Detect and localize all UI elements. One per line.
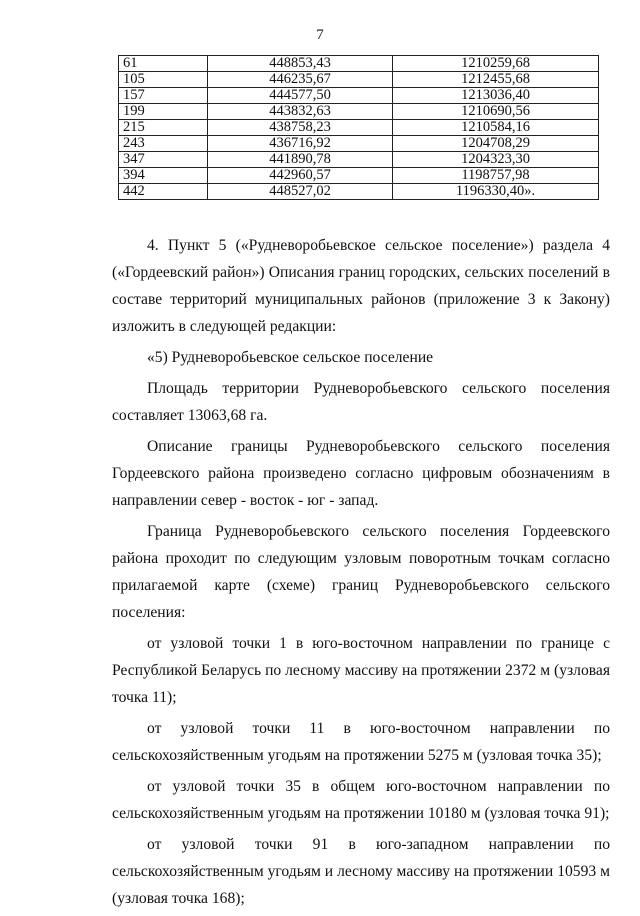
document-body (112, 232, 610, 916)
table-row (119, 120, 599, 136)
point-number: 243 (119, 136, 208, 152)
point-number: 199 (119, 104, 208, 120)
coordinate-x: 448527,02 (208, 184, 393, 200)
coordinate-y: 1198757,98 (393, 168, 599, 184)
point-number: 157 (119, 88, 208, 104)
boundary-segment: от узловой точки 91 в юго-западном направлении по сельскохозяйственным угодьям и лесному массиву на протяжении 10593 м (узловая точка 168); (112, 836, 610, 907)
coordinate-x: 444577,50 (208, 88, 393, 104)
point-number: 215 (119, 120, 208, 136)
table-row (119, 152, 599, 168)
coordinate-y: 1196330,40». (393, 184, 599, 200)
coordinate-y: 1210690,56 (393, 104, 599, 120)
coordinate-y: 1210259,68 (393, 56, 599, 72)
boundary-intro-paragraph: Граница Рудневоробьевского сельского поселения Гордеевского района проходит по следующим узловым поворотным точкам согласно прилагаемой карте (схеме) границ Рудневоробьевского сельского поселения: (112, 523, 610, 621)
coordinate-x: 446235,67 (208, 72, 393, 88)
coordinate-x: 443832,63 (208, 104, 393, 120)
table-row (119, 56, 599, 72)
table-row (119, 136, 599, 152)
table-row (119, 168, 599, 184)
page-number: 7 (316, 27, 324, 43)
coordinate-y: 1204708,29 (393, 136, 599, 152)
section-heading: «5) Рудневоробьевское сельское поселение (147, 349, 434, 366)
amendment-paragraph: 4. Пункт 5 («Рудневоробьевское сельское поселение») раздела 4 («Гордеевский район») Описания границ городских, сельских поселений в составе территорий муниципальных районов (приложение 3 к Закону) изложить в следующей редакции: (112, 237, 610, 335)
coordinate-x: 442960,57 (208, 168, 393, 184)
coordinate-x: 438758,23 (208, 120, 393, 136)
point-number: 442 (119, 184, 208, 200)
point-number: 105 (119, 72, 208, 88)
point-number: 394 (119, 168, 208, 184)
coordinate-y: 1212455,68 (393, 72, 599, 88)
coordinate-x: 441890,78 (208, 152, 393, 168)
boundary-segment: от узловой точки 1 в юго-восточном направлении по границе с Республикой Беларусь по лесному массиву на протяжении 2372 м (узловая точка 11); (112, 635, 610, 706)
table-row (119, 104, 599, 120)
boundary-segment: от узловой точки 35 в общем юго-восточном направлении по сельскохозяйственным угодьям на протяжении 10180 м (узловая точка 91); (112, 778, 610, 822)
area-paragraph: Площадь территории Рудневоробьевского сельского поселения составляет 13063,68 га. (112, 380, 610, 424)
coordinate-y: 1210584,16 (393, 120, 599, 136)
description-paragraph: Описание границы Рудневоробьевского сельского поселения Гордеевского района произведено согласно цифровым обозначениям в направлении север - восток - юг - запад. (112, 438, 610, 509)
coordinates-table (118, 55, 599, 200)
boundary-segment: от узловой точки 11 в юго-восточном направлении по сельскохозяйственным угодьям на протяжении 5275 м (узловая точка 35); (112, 720, 610, 764)
point-number: 61 (119, 56, 208, 72)
table-row (119, 72, 599, 88)
point-number: 347 (119, 152, 208, 168)
coordinate-x: 436716,92 (208, 136, 393, 152)
coordinate-y: 1213036,40 (393, 88, 599, 104)
table-row (119, 184, 599, 200)
table-row (119, 88, 599, 104)
coordinate-y: 1204323,30 (393, 152, 599, 168)
coordinate-x: 448853,43 (208, 56, 393, 72)
